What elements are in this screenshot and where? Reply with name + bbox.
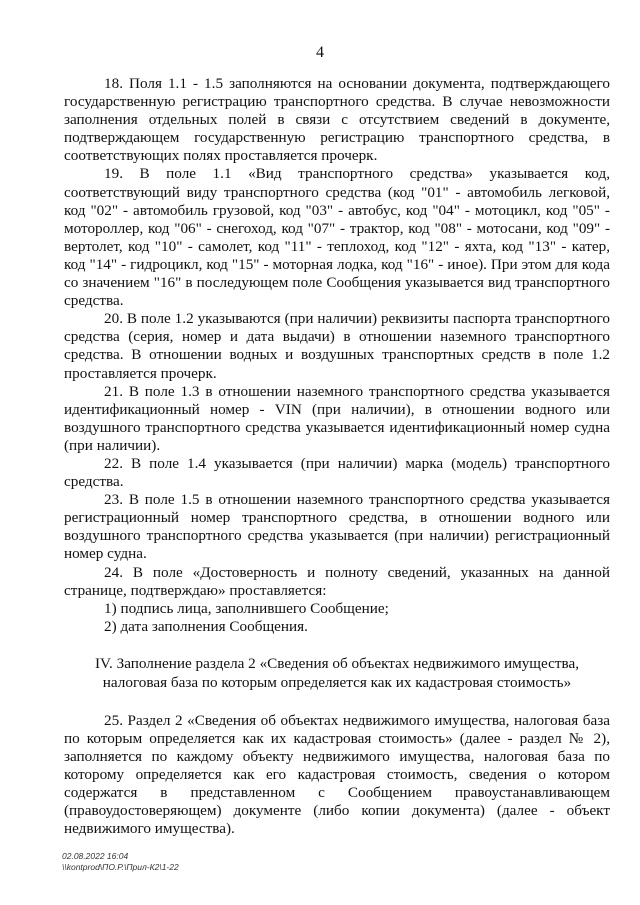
document-footer bbox=[62, 851, 179, 873]
section-heading-line2: налоговая база по которым определяется как их кадастровая стоимость» bbox=[102, 673, 572, 691]
paragraph-18: 18. Поля 1.1 - 1.5 заполняются на основании документа, подтверждающего государственную регистрацию транспортного средства. В случае невозможности заполнения отдельных полей в связи с отсутствием сведений в документе, подтверждающем государственную регистрацию транспортного средства, в соответствующих полях проставляется прочерк. bbox=[64, 75, 610, 165]
paragraph-24: 24. В поле «Достоверность и полноту сведений, указанных на данной странице, подтверждаю» проставляется: bbox=[64, 563, 610, 599]
list-item-date: 2) дата заполнения Сообщения. bbox=[104, 617, 308, 635]
paragraph-19: 19. В поле 1.1 «Вид транспортного средства» указывается код, соответствующий виду транспортного средства (код "01" - автомобиль легковой, код "02" - автомобиль грузовой, код "03" - автобус, код "04" - мотоцикл, код "05" - мотороллер, код "06" - снегоход, код "07" - трактор, код "08" - мотосани, код "09" - вертолет, код "10" - самолет, код "11" - теплоход, код "12" - яхта, код "13" - катер, код "14" - гидроцикл, код "15" - моторная лодка, код "16" - иное). При этом для кода со значением "16" в последующем поле Сообщения указывается вид транспортного средства. bbox=[64, 165, 610, 310]
list-item-signature: 1) подпись лица, заполнившего Сообщение; bbox=[104, 599, 389, 617]
section-heading-line1: IV. Заполнение раздела 2 «Сведения об объектах недвижимого имущества, bbox=[94, 654, 580, 672]
footer-file-path: \\kontprod\ПО.Р.\Прил-К2\1-22 bbox=[62, 862, 179, 872]
section-heading bbox=[64, 654, 610, 692]
paragraph-25: 25. Раздел 2 «Сведения об объектах недвижимого имущества, налоговая база по которым определяется как их кадастровая стоимость» (далее - раздел № 2), заполняется по каждому объекту недвижимого имущества, налоговая база по которому определяется как его кадастровая стоимость, сведения о котором содержатся в представленном с Сообщением правоустанавливающем (правоудостоверяющем) документе (либо копии документа) (далее - объект недвижимого имущества). bbox=[64, 711, 610, 838]
paragraph-23: 23. В поле 1.5 в отношении наземного транспортного средства указывается регистрационный номер транспортного средства, в отношении водного или воздушного транспортного средства указывается (при наличии) регистрационный номер судна. bbox=[64, 491, 610, 563]
paragraph-21: 21. В поле 1.3 в отношении наземного транспортного средства указывается идентификационный номер - VIN (при наличии), в отношении водного или воздушного транспортного средства указывается идентификационный номер судна (при наличии). bbox=[64, 382, 610, 454]
document-body bbox=[64, 75, 610, 839]
footer-timestamp: 02.08.2022 16:04 bbox=[62, 851, 129, 861]
page-number: 4 bbox=[316, 44, 324, 61]
paragraph-20: 20. В поле 1.2 указываются (при наличии) реквизиты паспорта транспортного средства (серия, номер и дата выдачи) в отношении наземного транспортного средства. В отношении водных и воздушных транспортных средств в поле 1.2 проставляется прочерк. bbox=[64, 310, 610, 382]
paragraph-22: 22. В поле 1.4 указывается (при наличии) марка (модель) транспортного средства. bbox=[64, 454, 610, 491]
